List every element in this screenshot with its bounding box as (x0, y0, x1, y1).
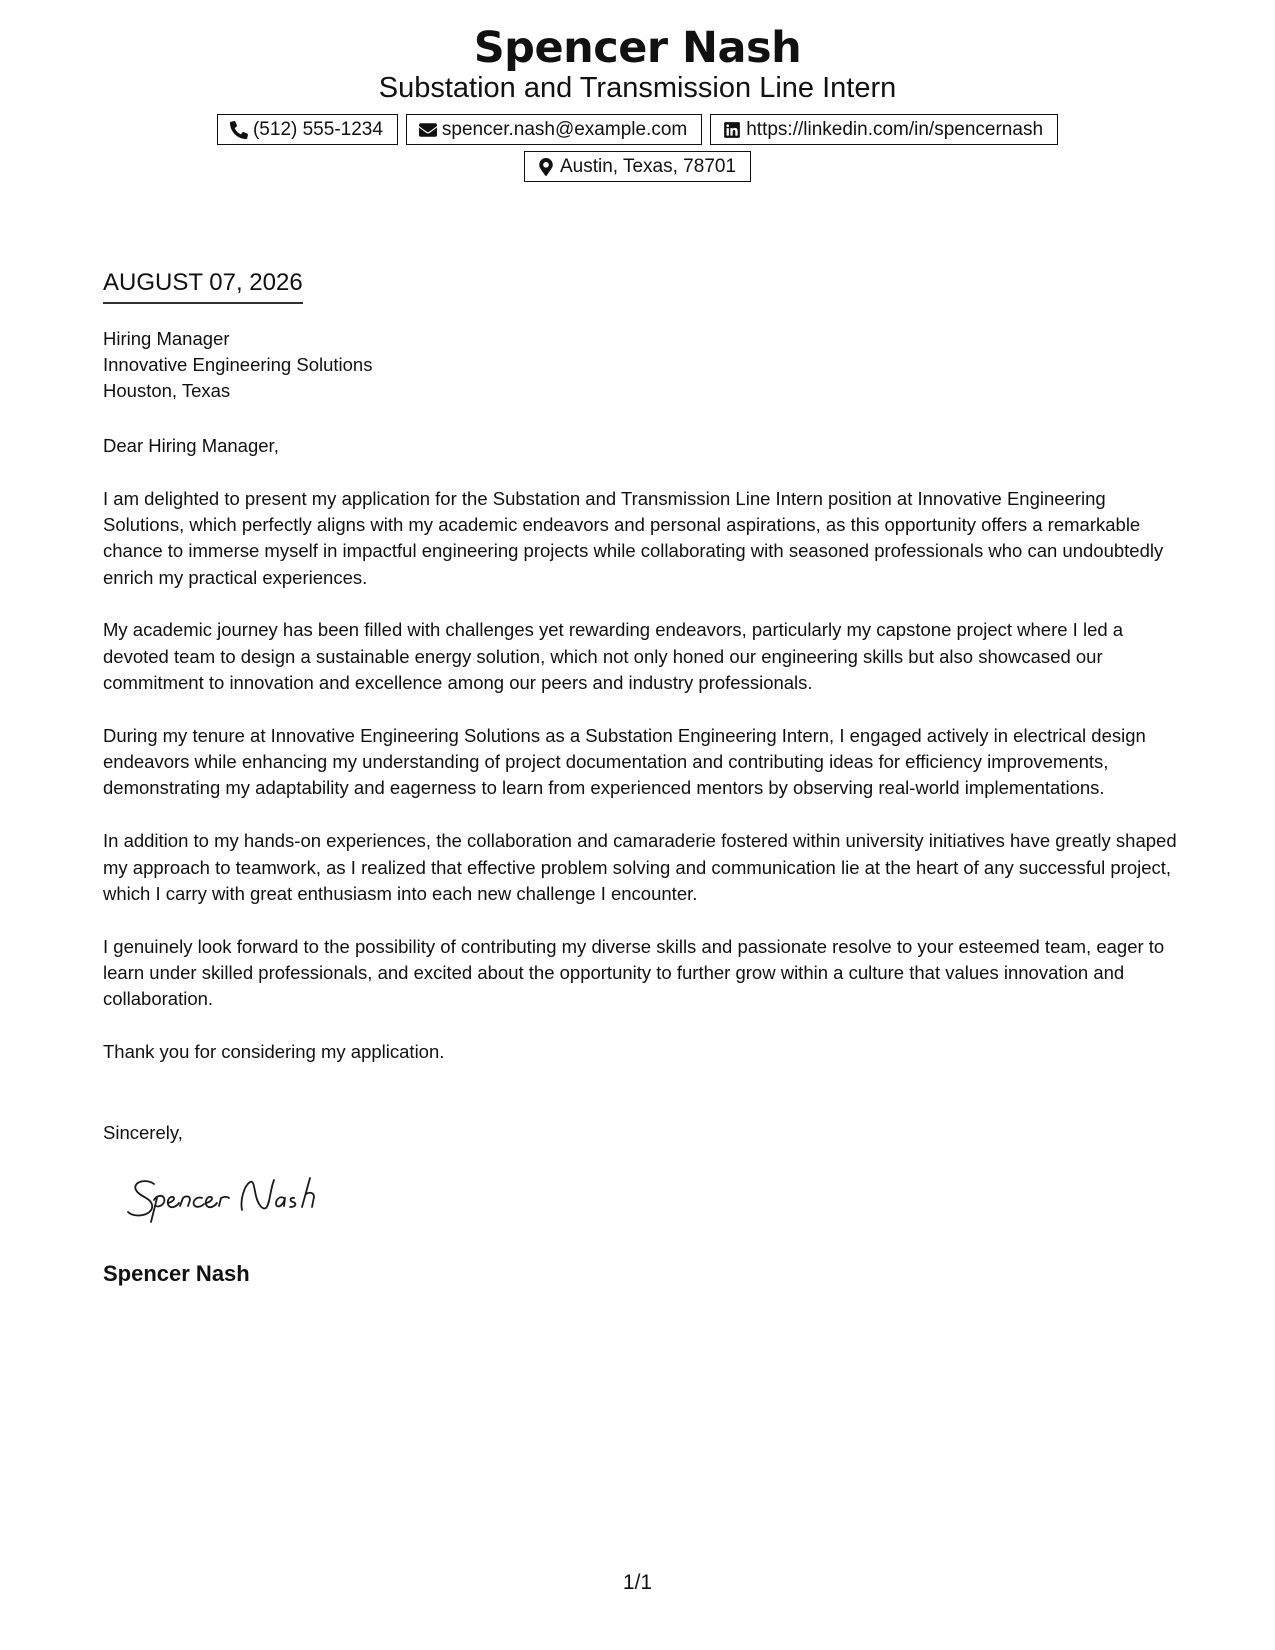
body-paragraph: I am delighted to present my application for the Substation and Transmission Line Intern position at Innovative Engineering Solutions, which perfectly aligns with my academic endeavors and personal aspirations, as this opportunity offers a remarkable chance to immerse myself in impactful engineering projects while collaborating with seasoned professionals who can undoubtedly enrich my practical experiences. (103, 487, 1164, 588)
body-paragraph: Thank you for considering my application. (103, 1041, 445, 1063)
phone-text: (512) 555-1234 (252, 118, 383, 140)
salutation: Dear Hiring Manager, (103, 435, 279, 456)
body-paragraph: In addition to my hands-on experiences, the collaboration and camaraderie fostered within university initiatives have greatly shaped my approach to teamwork, as I realized that effective problem solving and communication lie at the heart of any successful project, which I carry with great enthusiasm into each new challenge I encounter. (103, 830, 1177, 904)
signer-name: Spencer Nash (103, 1261, 250, 1286)
closing: Sincerely, (103, 1122, 183, 1143)
handwritten-signature (124, 1170, 364, 1230)
letter-date: AUGUST 07, 2026 (103, 268, 303, 304)
recipient-name: Hiring Manager (103, 328, 230, 349)
recipient-company: Innovative Engineering Solutions (103, 354, 373, 375)
linkedin-icon (723, 121, 741, 139)
email-contact[interactable] (406, 114, 702, 145)
body-paragraph: During my tenure at Innovative Engineering Solutions as a Substation Engineering Intern, I engaged actively in electrical design endeavors while enhancing my understanding of project documentation and contributing ideas for efficiency improvements, demonstrating my adaptability and eagerness to learn from experienced mentors by observing real-world implementations. (103, 724, 1146, 799)
letter-body (103, 433, 1183, 1092)
email-text: spencer.nash@example.com (441, 118, 688, 140)
applicant-title: Substation and Transmission Line Intern (378, 72, 897, 104)
map-marker-icon (537, 158, 555, 176)
contact-row-2 (0, 151, 1275, 182)
applicant-name: Spencer Nash (473, 23, 802, 73)
contact-row (0, 114, 1275, 145)
envelope-icon (419, 121, 437, 139)
page-indicator: 1/1 (622, 1571, 653, 1594)
recipient-block (103, 326, 372, 404)
linkedin-text: https://linkedin.com/in/spencernash (746, 118, 1044, 140)
phone-icon (230, 121, 248, 139)
location-text: Austin, Texas, 78701 (559, 155, 737, 177)
recipient-location: Houston, Texas (103, 380, 231, 401)
location-contact (524, 151, 751, 182)
body-paragraph: My academic journey has been filled with challenges yet rewarding endeavors, particularly my capstone project where I led a devoted team to design a sustainable energy solution, which not only honed our engineering skills but also showcased our commitment to innovation and excellence among our peers and industry professionals. (103, 619, 1124, 694)
linkedin-contact[interactable] (710, 114, 1058, 145)
phone-contact[interactable] (217, 114, 398, 145)
body-paragraph: I genuinely look forward to the possibility of contributing my diverse skills and passionate resolve to your esteemed team, eager to learn under skilled professionals, and excited about the opportunity to further grow within a culture that values innovation and collaboration. (103, 935, 1165, 1010)
